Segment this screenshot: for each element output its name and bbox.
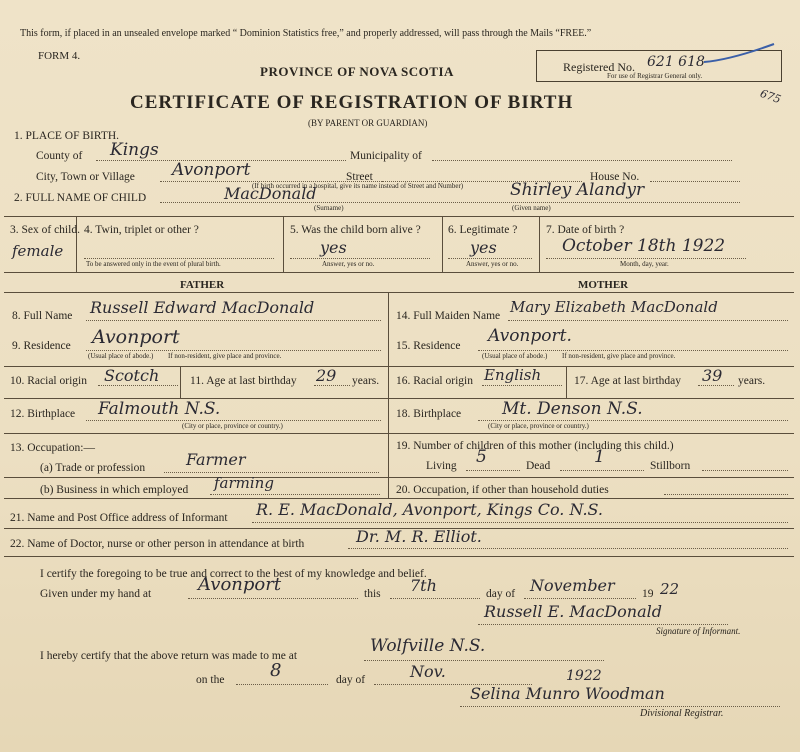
surname-caption: (Surname): [314, 204, 344, 212]
registrar-statement: I hereby certify that the above return was made to me at: [40, 650, 298, 662]
registered-label: Registered No.: [563, 60, 635, 74]
trade-label: (a) Trade or profession: [40, 462, 146, 474]
mother-residence-value: Avonport.: [488, 326, 572, 346]
father-res-note2: If non-resident, give place and province.: [168, 352, 282, 360]
page-title: CERTIFICATE OF REGISTRATION OF BIRTH: [130, 92, 574, 113]
twin-note: To be answered only in the event of plural birth.: [86, 260, 221, 268]
registrar-signature: Selina Munro Woodman: [470, 684, 665, 703]
form-number: FORM 4.: [38, 50, 81, 62]
place-heading: 1. PLACE OF BIRTH.: [14, 130, 120, 142]
alive-value: yes: [320, 238, 347, 257]
legitimate-value: yes: [470, 238, 497, 257]
father-age-value: 29: [316, 366, 337, 385]
father-occupation-label: 13. Occupation:—: [10, 442, 95, 454]
father-birth-note: (City or place, province or country.): [182, 422, 283, 430]
mother-age-value: 39: [702, 366, 723, 385]
county-label: County of: [36, 150, 83, 162]
business-label: (b) Business in which employed: [40, 484, 189, 496]
living-value: 5: [476, 447, 487, 467]
business-value: farming: [214, 474, 274, 492]
page-subtitle: (BY PARENT OR GUARDIAN): [308, 118, 428, 128]
doctor-label: 22. Name of Doctor, nurse or other person in attendance at birth: [10, 538, 305, 550]
child-surname: MacDonald: [224, 184, 317, 203]
registrar-day-value: 8: [270, 660, 282, 681]
trade-value: Farmer: [186, 450, 246, 469]
certify-statement: I certify the foregoing to be true and correct to the best of my knowledge and belief.: [40, 568, 427, 580]
mother-name-value: Mary Elizabeth MacDonald: [510, 298, 718, 316]
child-given-name: Shirley Alandyr: [510, 180, 645, 200]
informant-label: 21. Name and Post Office address of Informant: [10, 512, 228, 524]
mother-res-note2: If non-resident, give place and province.: [562, 352, 676, 360]
father-birthplace-label: 12. Birthplace: [10, 408, 76, 420]
year-prefix: 19: [642, 588, 654, 600]
registrar-year-value: 1922: [566, 668, 602, 684]
registrar-use-note: For use of Registrar General only.: [607, 72, 703, 80]
informant-value: R. E. MacDonald, Avonport, Kings Co. N.S.: [256, 500, 604, 519]
mother-birthplace-label: 18. Birthplace: [396, 408, 462, 420]
mother-birth-note: (City or place, province or country.): [488, 422, 589, 430]
doctor-value: Dr. M. R. Elliot.: [356, 527, 482, 546]
this-label: this: [364, 588, 381, 600]
day-of-label: day of: [486, 588, 516, 600]
dob-note: Month, day, year.: [620, 260, 669, 268]
municipality-label: Municipality of: [350, 150, 422, 162]
given-place-value: Avonport: [198, 574, 282, 595]
sex-label: 3. Sex of child.: [10, 224, 80, 236]
mother-racial-value: English: [484, 366, 542, 384]
registrar-day-of-label: day of: [336, 674, 366, 686]
province-heading: PROVINCE OF NOVA SCOTIA: [260, 64, 454, 79]
mail-notice: This form, if placed in an unsealed envelope marked “ Dominion Statistics free,” and properly addressed, will pass through the Mails “FREE.”: [20, 28, 592, 39]
children-count-label: 19. Number of children of this mother (including this child.): [396, 440, 674, 452]
alive-label: 5. Was the child born alive ?: [290, 224, 421, 236]
father-racial-label: 10. Racial origin: [10, 375, 87, 387]
father-heading: FATHER: [180, 279, 225, 291]
father-residence-label: 9. Residence: [12, 340, 71, 352]
signature-caption: Signature of Informant.: [656, 626, 741, 636]
street-label: Street: [346, 171, 373, 183]
mother-birthplace-value: Mt. Denson N.S.: [502, 399, 643, 419]
child-name-label: 2. FULL NAME OF CHILD: [14, 192, 147, 204]
given-hand-label: Given under my hand at: [40, 588, 152, 600]
registrar-month-value: Nov.: [410, 662, 446, 681]
father-age-label: 11. Age at last birthday: [190, 375, 297, 387]
legitimate-label: 6. Legitimate ?: [448, 224, 518, 236]
month-value: November: [530, 576, 615, 595]
mother-racial-label: 16. Racial origin: [396, 375, 473, 387]
legitimate-note: Answer, yes or no.: [466, 260, 519, 268]
hospital-note: (If birth occurred in a hospital, give its name instead of Street and Number): [252, 182, 464, 190]
mother-residence-label: 15. Residence: [396, 340, 461, 352]
father-name-label: 8. Full Name: [12, 310, 73, 322]
on-the-label: on the: [196, 674, 225, 686]
dead-value: 1: [594, 447, 605, 467]
father-birthplace-value: Falmouth N.S.: [98, 399, 221, 419]
this-day-value: 7th: [410, 576, 437, 595]
mother-years: years.: [738, 375, 766, 387]
check-mark-icon: [700, 40, 780, 70]
registered-number: 621 618: [647, 54, 705, 70]
living-label: Living: [426, 460, 457, 472]
registrar-caption: Divisional Registrar.: [640, 708, 724, 719]
mother-res-note1: (Usual place of abode.): [482, 352, 548, 360]
mother-heading: MOTHER: [578, 279, 629, 291]
father-res-note1: (Usual place of abode.): [88, 352, 154, 360]
city-label: City, Town or Village: [36, 171, 135, 183]
corner-mark: 675: [758, 86, 783, 107]
mother-name-label: 14. Full Maiden Name: [396, 310, 501, 322]
alive-note: Answer, yes or no.: [322, 260, 375, 268]
twin-label: 4. Twin, triplet or other ?: [84, 224, 199, 236]
dead-label: Dead: [526, 460, 551, 472]
dob-value: October 18th 1922: [562, 236, 726, 256]
father-name-value: Russell Edward MacDonald: [90, 298, 315, 317]
mother-age-label: 17. Age at last birthday: [574, 375, 681, 387]
father-residence-value: Avonport: [92, 326, 180, 348]
county-value: Kings: [110, 140, 159, 160]
stillborn-label: Stillborn: [650, 460, 691, 472]
informant-signature: Russell E. MacDonald: [484, 602, 662, 621]
father-racial-value: Scotch: [104, 366, 160, 385]
house-label: House No.: [590, 171, 640, 183]
year-value: 22: [660, 580, 680, 598]
given-caption: (Given name): [512, 204, 551, 212]
registrar-place-value: Wolfville N.S.: [370, 636, 486, 656]
city-value: Avonport: [172, 160, 251, 180]
father-years: years.: [352, 375, 380, 387]
mother-occupation-label: 20. Occupation, if other than household duties: [396, 484, 609, 496]
dob-label: 7. Date of birth ?: [546, 224, 625, 236]
sex-value: female: [12, 242, 64, 260]
